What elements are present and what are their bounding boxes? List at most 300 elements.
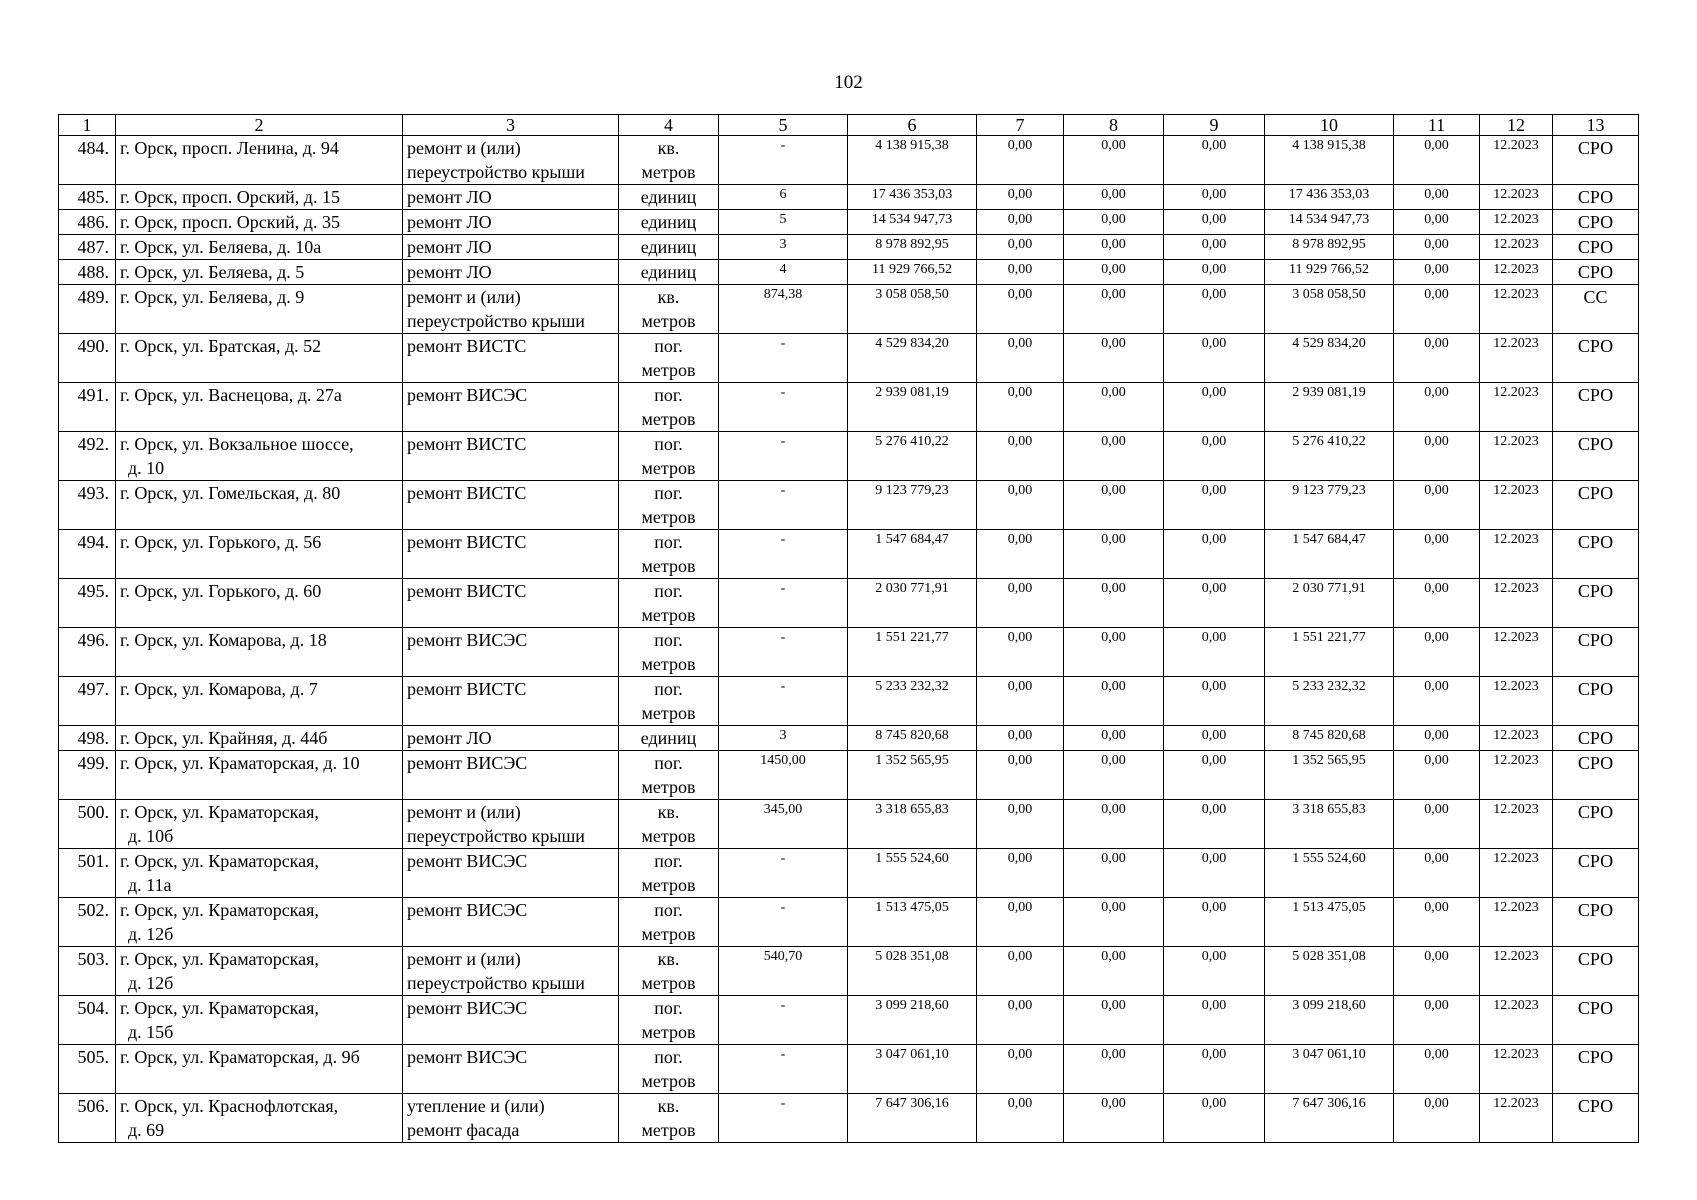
cost-col-7-cell: 0,00 <box>977 579 1064 628</box>
table-row <box>59 530 1639 579</box>
address-cell-line: г. Орск, ул. Беляева, д. 10а <box>120 237 322 257</box>
method-cell: СРО <box>1553 628 1639 677</box>
address-cell-line: г. Орск, ул. Краматорская, <box>120 949 319 969</box>
total-cost-cell: 7 647 306,16 <box>848 1094 977 1143</box>
address-cell-line: д. 10б <box>128 826 174 846</box>
column-header-2: 2 <box>116 115 403 136</box>
unit-cell-line: пог. <box>654 434 683 454</box>
cost-col-8-cell: 0,00 <box>1064 947 1164 996</box>
cost-col-10-cell: 7 647 306,16 <box>1265 1094 1394 1143</box>
method-cell: СРО <box>1553 530 1639 579</box>
cost-col-8-cell: 0,00 <box>1064 898 1164 947</box>
unit-cell-line: метров <box>641 360 696 380</box>
address-cell-line: г. Орск, ул. Краматорская, <box>120 851 319 871</box>
work-type-cell <box>403 432 619 481</box>
table-row <box>59 481 1639 530</box>
unit-cell-line: метров <box>641 826 696 846</box>
unit-cell <box>619 1094 719 1143</box>
column-header-6: 6 <box>848 115 977 136</box>
address-cell <box>116 849 403 898</box>
address-cell <box>116 432 403 481</box>
unit-cell-line: единиц <box>640 237 697 257</box>
work-type-cell-line: ремонт ВИСЭС <box>407 385 528 405</box>
row-number: 487. <box>59 235 116 260</box>
cost-col-11-cell: 0,00 <box>1394 1094 1480 1143</box>
cost-col-8-cell: 0,00 <box>1064 996 1164 1045</box>
work-type-cell-line: ремонт ВИСЭС <box>407 998 528 1018</box>
address-cell-line: г. Орск, ул. Крайняя, д. 44б <box>120 728 328 748</box>
address-cell-line: д. 11а <box>128 875 172 895</box>
unit-cell <box>619 235 719 260</box>
total-cost-cell: 4 529 834,20 <box>848 334 977 383</box>
cost-col-9-cell: 0,00 <box>1164 285 1265 334</box>
cost-col-8-cell: 0,00 <box>1064 185 1164 210</box>
unit-cell <box>619 1045 719 1094</box>
method-cell: СРО <box>1553 751 1639 800</box>
cost-col-7-cell: 0,00 <box>977 235 1064 260</box>
cost-col-9-cell: 0,00 <box>1164 235 1265 260</box>
work-type-cell <box>403 751 619 800</box>
cost-col-7-cell: 0,00 <box>977 260 1064 285</box>
unit-cell <box>619 800 719 849</box>
address-cell-line: г. Орск, ул. Беляева, д. 5 <box>120 262 305 282</box>
cost-col-10-cell: 9 123 779,23 <box>1265 481 1394 530</box>
cost-col-11-cell: 0,00 <box>1394 898 1480 947</box>
address-cell <box>116 1094 403 1143</box>
cost-col-9-cell: 0,00 <box>1164 726 1265 751</box>
unit-cell-line: пог. <box>654 679 683 699</box>
unit-cell <box>619 898 719 947</box>
quantity-cell: 6 <box>719 185 848 210</box>
work-type-cell-line: ремонт ЛО <box>407 187 492 207</box>
cost-col-8-cell: 0,00 <box>1064 628 1164 677</box>
cost-col-8-cell: 0,00 <box>1064 726 1164 751</box>
cost-col-11-cell: 0,00 <box>1394 800 1480 849</box>
address-cell-line: д. 12б <box>128 924 174 944</box>
cost-col-10-cell: 1 551 221,77 <box>1265 628 1394 677</box>
cost-col-9-cell: 0,00 <box>1164 996 1265 1045</box>
page-number: 102 <box>834 72 863 93</box>
address-cell <box>116 185 403 210</box>
cost-col-10-cell: 4 138 915,38 <box>1265 136 1394 185</box>
work-type-cell-line: ремонт фасада <box>407 1120 520 1140</box>
unit-cell-line: метров <box>641 777 696 797</box>
unit-cell <box>619 751 719 800</box>
total-cost-cell: 11 929 766,52 <box>848 260 977 285</box>
work-type-cell-line: ремонт ВИСТС <box>407 336 527 356</box>
table-row <box>59 898 1639 947</box>
quantity-cell: 3 <box>719 726 848 751</box>
quantity-cell: 4 <box>719 260 848 285</box>
cost-col-8-cell: 0,00 <box>1064 1094 1164 1143</box>
address-cell-line: г. Орск, ул. Гомельская, д. 80 <box>120 483 341 503</box>
total-cost-cell: 3 047 061,10 <box>848 1045 977 1094</box>
unit-cell-line: пог. <box>654 336 683 356</box>
cost-col-10-cell: 3 099 218,60 <box>1265 996 1394 1045</box>
cost-col-10-cell: 8 745 820,68 <box>1265 726 1394 751</box>
column-header-8: 8 <box>1064 115 1164 136</box>
cost-col-9-cell: 0,00 <box>1164 898 1265 947</box>
address-cell-line: г. Орск, просп. Ленина, д. 94 <box>120 138 339 158</box>
completion-date-cell: 12.2023 <box>1480 432 1553 481</box>
cost-col-7-cell: 0,00 <box>977 185 1064 210</box>
column-header-3: 3 <box>403 115 619 136</box>
work-type-cell-line: ремонт ВИСТС <box>407 581 527 601</box>
address-cell <box>116 628 403 677</box>
work-type-cell-line: ремонт ЛО <box>407 728 492 748</box>
column-header-7: 7 <box>977 115 1064 136</box>
address-cell <box>116 530 403 579</box>
cost-col-8-cell: 0,00 <box>1064 481 1164 530</box>
address-cell-line: г. Орск, ул. Краматорская, <box>120 802 319 822</box>
cost-col-8-cell: 0,00 <box>1064 677 1164 726</box>
cost-col-11-cell: 0,00 <box>1394 996 1480 1045</box>
cost-col-10-cell: 8 978 892,95 <box>1265 235 1394 260</box>
cost-col-9-cell: 0,00 <box>1164 334 1265 383</box>
completion-date-cell: 12.2023 <box>1480 751 1553 800</box>
cost-col-8-cell: 0,00 <box>1064 751 1164 800</box>
cost-col-9-cell: 0,00 <box>1164 185 1265 210</box>
unit-cell-line: пог. <box>654 851 683 871</box>
cost-col-10-cell: 3 318 655,83 <box>1265 800 1394 849</box>
cost-col-8-cell: 0,00 <box>1064 849 1164 898</box>
address-cell <box>116 136 403 185</box>
completion-date-cell: 12.2023 <box>1480 530 1553 579</box>
method-cell: СРО <box>1553 136 1639 185</box>
cost-col-7-cell: 0,00 <box>977 751 1064 800</box>
row-number: 503. <box>59 947 116 996</box>
unit-cell-line: метров <box>641 1120 696 1140</box>
cost-col-7-cell: 0,00 <box>977 136 1064 185</box>
cost-col-10-cell: 5 233 232,32 <box>1265 677 1394 726</box>
cost-col-10-cell: 1 555 524,60 <box>1265 849 1394 898</box>
cost-col-7-cell: 0,00 <box>977 677 1064 726</box>
work-type-cell-line: ремонт ВИСЭС <box>407 851 528 871</box>
address-cell-line: г. Орск, ул. Краматорская, <box>120 998 319 1018</box>
completion-date-cell: 12.2023 <box>1480 235 1553 260</box>
cost-col-9-cell: 0,00 <box>1164 210 1265 235</box>
cost-col-10-cell: 1 352 565,95 <box>1265 751 1394 800</box>
method-cell: СРО <box>1553 849 1639 898</box>
cost-col-10-cell: 3 058 058,50 <box>1265 285 1394 334</box>
method-cell: СРО <box>1553 185 1639 210</box>
work-type-cell <box>403 996 619 1045</box>
address-cell <box>116 260 403 285</box>
address-cell <box>116 235 403 260</box>
table-row <box>59 947 1639 996</box>
unit-cell-line: метров <box>641 162 696 182</box>
method-cell: СРО <box>1553 235 1639 260</box>
work-type-cell <box>403 849 619 898</box>
cost-col-7-cell: 0,00 <box>977 481 1064 530</box>
cost-col-11-cell: 0,00 <box>1394 751 1480 800</box>
row-number: 502. <box>59 898 116 947</box>
total-cost-cell: 3 318 655,83 <box>848 800 977 849</box>
column-header-4: 4 <box>619 115 719 136</box>
work-type-cell <box>403 800 619 849</box>
unit-cell <box>619 383 719 432</box>
table-body <box>59 136 1639 1143</box>
cost-col-8-cell: 0,00 <box>1064 1045 1164 1094</box>
unit-cell-line: метров <box>641 409 696 429</box>
address-cell-line: г. Орск, ул. Комарова, д. 7 <box>120 679 318 699</box>
address-cell-line: г. Орск, ул. Краснофлотская, <box>120 1096 339 1116</box>
address-cell <box>116 285 403 334</box>
unit-cell-line: метров <box>641 605 696 625</box>
method-cell: СРО <box>1553 210 1639 235</box>
total-cost-cell: 9 123 779,23 <box>848 481 977 530</box>
cost-col-11-cell: 0,00 <box>1394 628 1480 677</box>
cost-col-10-cell: 14 534 947,73 <box>1265 210 1394 235</box>
quantity-cell: - <box>719 432 848 481</box>
cost-col-9-cell: 0,00 <box>1164 751 1265 800</box>
completion-date-cell: 12.2023 <box>1480 285 1553 334</box>
cost-col-11-cell: 0,00 <box>1394 481 1480 530</box>
row-number: 492. <box>59 432 116 481</box>
work-type-cell <box>403 260 619 285</box>
method-cell: СРО <box>1553 800 1639 849</box>
address-cell-line: г. Орск, ул. Краматорская, д. 10 <box>120 753 360 773</box>
cost-col-11-cell: 0,00 <box>1394 136 1480 185</box>
cost-col-11-cell: 0,00 <box>1394 235 1480 260</box>
work-type-cell-line: ремонт ЛО <box>407 212 492 232</box>
unit-cell-line: единиц <box>640 728 697 748</box>
cost-col-11-cell: 0,00 <box>1394 285 1480 334</box>
completion-date-cell: 12.2023 <box>1480 185 1553 210</box>
method-cell: СРО <box>1553 947 1639 996</box>
total-cost-cell: 1 555 524,60 <box>848 849 977 898</box>
row-number: 505. <box>59 1045 116 1094</box>
cost-col-11-cell: 0,00 <box>1394 726 1480 751</box>
total-cost-cell: 1 547 684,47 <box>848 530 977 579</box>
completion-date-cell: 12.2023 <box>1480 1045 1553 1094</box>
work-type-cell-line: ремонт ВИСТС <box>407 483 527 503</box>
unit-cell-line: пог. <box>654 532 683 552</box>
total-cost-cell: 8 978 892,95 <box>848 235 977 260</box>
unit-cell-line: кв. <box>657 1096 680 1116</box>
work-type-cell <box>403 530 619 579</box>
quantity-cell: 5 <box>719 210 848 235</box>
address-cell <box>116 751 403 800</box>
total-cost-cell: 1 352 565,95 <box>848 751 977 800</box>
row-number: 485. <box>59 185 116 210</box>
quantity-cell: - <box>719 136 848 185</box>
work-type-cell <box>403 898 619 947</box>
completion-date-cell: 12.2023 <box>1480 849 1553 898</box>
work-type-cell-line: ремонт ВИСТС <box>407 679 527 699</box>
unit-cell <box>619 210 719 235</box>
work-type-cell-line: ремонт и (или) <box>407 138 521 158</box>
address-cell <box>116 210 403 235</box>
work-type-cell-line: переустройство крыши <box>407 311 585 331</box>
address-cell <box>116 383 403 432</box>
address-cell-line: г. Орск, ул. Горького, д. 56 <box>120 532 322 552</box>
table-row <box>59 996 1639 1045</box>
quantity-cell: 3 <box>719 235 848 260</box>
total-cost-cell: 1 551 221,77 <box>848 628 977 677</box>
work-type-cell <box>403 210 619 235</box>
completion-date-cell: 12.2023 <box>1480 947 1553 996</box>
table-row <box>59 334 1639 383</box>
work-type-cell-line: ремонт и (или) <box>407 802 521 822</box>
address-cell-line: г. Орск, ул. Краматорская, д. 9б <box>120 1047 360 1067</box>
work-type-cell <box>403 677 619 726</box>
address-cell <box>116 800 403 849</box>
unit-cell <box>619 628 719 677</box>
cost-col-7-cell: 0,00 <box>977 383 1064 432</box>
method-cell: СРО <box>1553 898 1639 947</box>
work-type-cell <box>403 235 619 260</box>
total-cost-cell: 5 276 410,22 <box>848 432 977 481</box>
work-type-cell-line: ремонт ВИСЭС <box>407 900 528 920</box>
row-number: 484. <box>59 136 116 185</box>
cost-col-11-cell: 0,00 <box>1394 579 1480 628</box>
cost-col-9-cell: 0,00 <box>1164 530 1265 579</box>
cost-col-8-cell: 0,00 <box>1064 579 1164 628</box>
row-number: 506. <box>59 1094 116 1143</box>
quantity-cell: - <box>719 1045 848 1094</box>
work-type-cell <box>403 334 619 383</box>
cost-col-11-cell: 0,00 <box>1394 849 1480 898</box>
address-cell-line: д. 10 <box>128 458 165 478</box>
quantity-cell: - <box>719 898 848 947</box>
total-cost-cell: 3 058 058,50 <box>848 285 977 334</box>
table-row <box>59 579 1639 628</box>
unit-cell-line: метров <box>641 703 696 723</box>
total-cost-cell: 2 939 081,19 <box>848 383 977 432</box>
address-cell-line: г. Орск, ул. Вокзальное шоссе, <box>120 434 354 454</box>
address-cell <box>116 726 403 751</box>
work-type-cell-line: ремонт ВИСТС <box>407 434 527 454</box>
table-row <box>59 285 1639 334</box>
work-type-cell <box>403 1094 619 1143</box>
method-cell: СРО <box>1553 1094 1639 1143</box>
work-type-cell-line: переустройство крыши <box>407 973 585 993</box>
unit-cell-line: метров <box>641 1071 696 1091</box>
address-cell-line: г. Орск, ул. Комарова, д. 18 <box>120 630 327 650</box>
completion-date-cell: 12.2023 <box>1480 260 1553 285</box>
method-cell: СРО <box>1553 1045 1639 1094</box>
cost-col-9-cell: 0,00 <box>1164 947 1265 996</box>
unit-cell <box>619 726 719 751</box>
column-header-5: 5 <box>719 115 848 136</box>
unit-cell-line: единиц <box>640 212 697 232</box>
cost-col-8-cell: 0,00 <box>1064 260 1164 285</box>
cost-col-7-cell: 0,00 <box>977 1045 1064 1094</box>
unit-cell-line: метров <box>641 458 696 478</box>
total-cost-cell: 8 745 820,68 <box>848 726 977 751</box>
completion-date-cell: 12.2023 <box>1480 996 1553 1045</box>
unit-cell-line: кв. <box>657 802 680 822</box>
quantity-cell: - <box>719 849 848 898</box>
method-cell: СРО <box>1553 432 1639 481</box>
method-cell: СРО <box>1553 726 1639 751</box>
work-type-cell-line: переустройство крыши <box>407 162 585 182</box>
unit-cell-line: кв. <box>657 287 680 307</box>
method-cell: СРО <box>1553 334 1639 383</box>
unit-cell <box>619 996 719 1045</box>
cost-col-11-cell: 0,00 <box>1394 210 1480 235</box>
cost-col-9-cell: 0,00 <box>1164 579 1265 628</box>
unit-cell-line: единиц <box>640 262 697 282</box>
row-number: 495. <box>59 579 116 628</box>
row-number: 499. <box>59 751 116 800</box>
address-cell <box>116 996 403 1045</box>
work-type-cell-line: ремонт ЛО <box>407 262 492 282</box>
cost-col-7-cell: 0,00 <box>977 285 1064 334</box>
address-cell-line: г. Орск, ул. Беляева, д. 9 <box>120 287 305 307</box>
cost-col-11-cell: 0,00 <box>1394 185 1480 210</box>
cost-col-8-cell: 0,00 <box>1064 285 1164 334</box>
table-row <box>59 260 1639 285</box>
completion-date-cell: 12.2023 <box>1480 1094 1553 1143</box>
table-row <box>59 1045 1639 1094</box>
cost-col-7-cell: 0,00 <box>977 210 1064 235</box>
cost-col-9-cell: 0,00 <box>1164 1045 1265 1094</box>
address-cell <box>116 898 403 947</box>
row-number: 504. <box>59 996 116 1045</box>
row-number: 501. <box>59 849 116 898</box>
quantity-cell: - <box>719 677 848 726</box>
table-row <box>59 235 1639 260</box>
completion-date-cell: 12.2023 <box>1480 334 1553 383</box>
cost-col-10-cell: 5 028 351,08 <box>1265 947 1394 996</box>
cost-col-11-cell: 0,00 <box>1394 432 1480 481</box>
quantity-cell: - <box>719 1094 848 1143</box>
address-cell-line: д. 15б <box>128 1022 174 1042</box>
cost-col-9-cell: 0,00 <box>1164 432 1265 481</box>
unit-cell <box>619 432 719 481</box>
unit-cell <box>619 947 719 996</box>
unit-cell-line: пог. <box>654 998 683 1018</box>
work-type-cell-line: ремонт и (или) <box>407 287 521 307</box>
quantity-cell: - <box>719 579 848 628</box>
method-cell: СРО <box>1553 383 1639 432</box>
cost-col-10-cell: 1 513 475,05 <box>1265 898 1394 947</box>
cost-col-7-cell: 0,00 <box>977 726 1064 751</box>
header-row <box>59 115 1639 136</box>
completion-date-cell: 12.2023 <box>1480 726 1553 751</box>
unit-cell-line: метров <box>641 556 696 576</box>
row-number: 496. <box>59 628 116 677</box>
cost-col-9-cell: 0,00 <box>1164 136 1265 185</box>
cost-col-8-cell: 0,00 <box>1064 136 1164 185</box>
address-cell <box>116 481 403 530</box>
quantity-cell: 874,38 <box>719 285 848 334</box>
work-type-cell-line: ремонт ВИСТС <box>407 532 527 552</box>
cost-col-7-cell: 0,00 <box>977 628 1064 677</box>
completion-date-cell: 12.2023 <box>1480 481 1553 530</box>
row-number: 486. <box>59 210 116 235</box>
cost-col-8-cell: 0,00 <box>1064 432 1164 481</box>
table-row <box>59 726 1639 751</box>
completion-date-cell: 12.2023 <box>1480 383 1553 432</box>
table-row <box>59 1094 1639 1143</box>
work-type-cell <box>403 1045 619 1094</box>
method-cell: СРО <box>1553 481 1639 530</box>
unit-cell-line: метров <box>641 311 696 331</box>
cost-col-7-cell: 0,00 <box>977 996 1064 1045</box>
quantity-cell: - <box>719 383 848 432</box>
table-row <box>59 677 1639 726</box>
address-cell <box>116 947 403 996</box>
work-type-cell-line: ремонт ВИСЭС <box>407 1047 528 1067</box>
unit-cell <box>619 579 719 628</box>
row-number: 497. <box>59 677 116 726</box>
unit-cell-line: пог. <box>654 900 683 920</box>
column-header-9: 9 <box>1164 115 1265 136</box>
quantity-cell: - <box>719 481 848 530</box>
